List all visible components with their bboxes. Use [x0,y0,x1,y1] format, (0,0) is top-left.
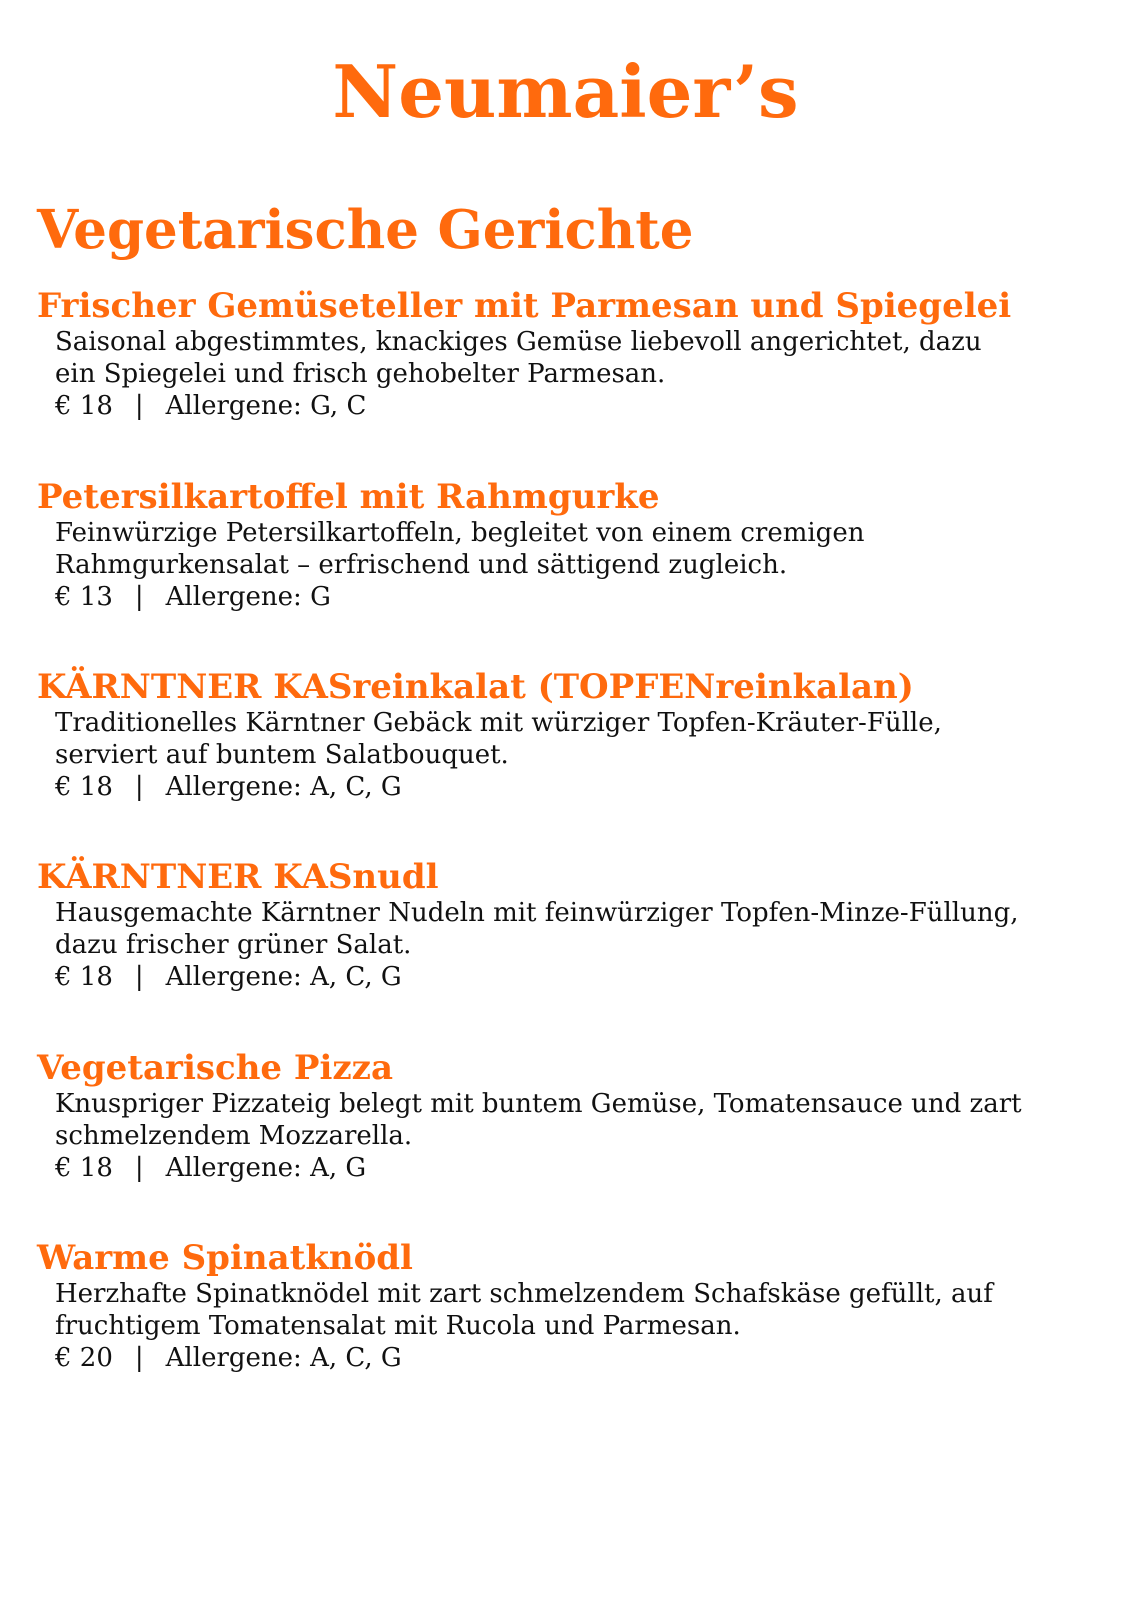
dish-name: Vegetarische Pizza [37,1048,394,1088]
dish-price: € 18 [55,391,113,421]
separator: | [134,1343,144,1373]
dish-name: Petersilkartoffel mit Rahmgurke [37,477,660,517]
dish-description: Traditionelles Kärntner Gebäck mit würziger Topfen-Kräuter-Fülle, serviert auf buntem Salatbouquet. [55,708,942,770]
dish-price: € 13 [55,582,113,612]
dish-meta [55,581,1131,613]
dish-name: KÄRNTNER KASnudl [37,857,439,897]
dish-allergens: Allergene: A, G [165,1153,367,1183]
dish-allergens: Allergene: G [165,582,331,612]
restaurant-title: Neumaier’s [332,49,799,134]
dish-name: Frischer Gemüseteller mit Parmesan und Spiegelei [37,286,1012,326]
dish-meta [55,1342,1131,1374]
separator: | [134,582,144,612]
dish-price: € 18 [55,772,113,802]
dish-allergens: Allergene: G, C [165,391,367,421]
dish-item [37,1048,1131,1184]
dish-item [37,857,1131,993]
dish-name: KÄRNTNER KASreinkalat (TOPFENreinkalan) [37,667,914,707]
separator: | [134,772,144,802]
dish-description: Hausgemachte Kärntner Nudeln mit feinwürziger Topfen-Minze-Füllung, dazu frischer grüner Salat. [55,898,1019,960]
dish-description: Herzhafte Spinatknödel mit zart schmelzendem Schafskäse gefüllt, auf fruchtigem Tomatensalat mit Rucola und Parmesan. [55,1279,993,1341]
dish-description: Feinwürzige Petersilkartoffeln, begleitet von einem cremigen Rahmgurkensalat – erfrischend und sättigend zugleich. [55,518,865,580]
dish-meta [55,1152,1131,1184]
dish-price: € 18 [55,1153,113,1183]
dish-allergens: Allergene: A, C, G [165,1343,402,1373]
dish-meta [55,390,1131,422]
dish-description: Knuspriger Pizzateig belegt mit buntem Gemüse, Tomatensauce und zart schmelzendem Mozzarella. [55,1089,1022,1151]
dish-meta [55,961,1131,993]
separator: | [134,391,144,421]
separator: | [134,1153,144,1183]
dish-price: € 18 [55,962,113,992]
dish-allergens: Allergene: A, C, G [165,962,402,992]
section-title: Vegetarische Gerichte [37,199,694,261]
dish-allergens: Allergene: A, C, G [165,772,402,802]
dish-price: € 20 [55,1343,113,1373]
dish-meta [55,771,1131,803]
dish-item [37,1238,1131,1374]
dish-item [37,667,1131,803]
dish-name: Warme Spinatknödl [37,1238,413,1278]
separator: | [134,962,144,992]
dish-item [37,477,1131,613]
dish-item [37,286,1131,422]
dish-description: Saisonal abgestimmtes, knackiges Gemüse liebevoll angerichtet, dazu ein Spiegelei und frisch gehobelter Parmesan. [55,327,982,389]
